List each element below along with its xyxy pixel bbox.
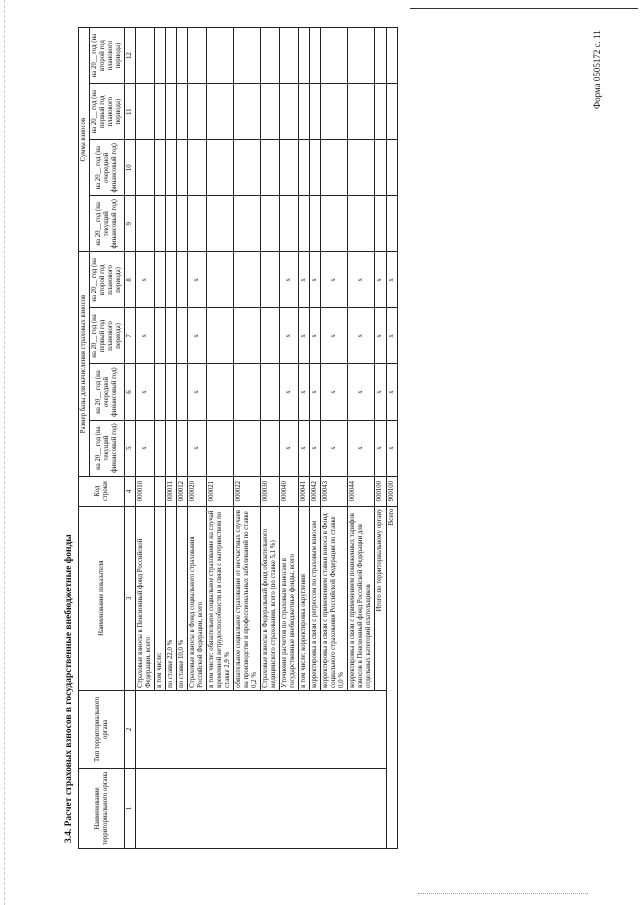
- x-mark-cell: x: [386, 364, 397, 420]
- value-input-cell[interactable]: [188, 28, 207, 84]
- indicator-name-cell: Уточнение расчетов по страховым взносам в государственные внебюджетные фонды, всего: [280, 506, 299, 690]
- x-mark-cell: x: [321, 420, 348, 476]
- column-number: 11: [125, 84, 136, 140]
- value-input-cell[interactable]: [386, 196, 397, 252]
- value-input-cell[interactable]: [261, 364, 280, 420]
- value-input-cell[interactable]: [310, 84, 321, 140]
- value-input-cell[interactable]: [234, 252, 261, 308]
- value-input-cell[interactable]: [375, 140, 386, 196]
- column-number: 3: [125, 506, 136, 690]
- column-number: 12: [125, 28, 136, 84]
- x-mark-cell: x: [280, 308, 299, 364]
- column-number: 1: [125, 768, 136, 848]
- indicator-name-cell: корректировка в связи с регрессом по страховым взносам: [310, 506, 321, 690]
- header-row-code: Код строки: [79, 476, 125, 506]
- value-input-cell[interactable]: [299, 140, 310, 196]
- x-mark-cell: x: [188, 252, 207, 308]
- subtotal-code: 000100: [375, 476, 386, 506]
- value-input-cell[interactable]: [348, 196, 375, 252]
- row-code-cell: 000043: [321, 476, 348, 506]
- value-input-cell[interactable]: [177, 28, 188, 84]
- indicator-name-cell: Страховые взносы в Федеральный фонд обязательного медицинского страхования, всего (по ставке 5,1 %): [261, 506, 280, 690]
- indicator-name-cell: в том числе: обязательное социальное страхование на случай временной нетрудоспособности и в связи с материнством по ставке 2,9 %: [207, 506, 234, 690]
- x-mark-cell: x: [299, 308, 310, 364]
- indicator-name-cell: в том числе:: [155, 506, 166, 690]
- value-input-cell[interactable]: [166, 28, 177, 84]
- value-input-cell[interactable]: [177, 140, 188, 196]
- value-input-cell[interactable]: [188, 84, 207, 140]
- value-input-cell[interactable]: [155, 140, 166, 196]
- table-body: [136, 28, 397, 849]
- value-input-cell[interactable]: [166, 420, 177, 476]
- x-mark-cell: x: [375, 252, 386, 308]
- value-input-cell[interactable]: [155, 28, 166, 84]
- value-input-cell[interactable]: [234, 196, 261, 252]
- value-input-cell[interactable]: [234, 308, 261, 364]
- value-input-cell[interactable]: [261, 308, 280, 364]
- column-number: 9: [125, 196, 136, 252]
- header-indicator-name: Наименование показателя: [79, 506, 125, 690]
- territorial-name-cell[interactable]: [136, 768, 386, 848]
- value-input-cell[interactable]: [261, 28, 280, 84]
- value-input-cell[interactable]: [207, 364, 234, 420]
- value-input-cell[interactable]: [348, 28, 375, 84]
- header-sum-current-year: на 20__ год (на текущий финансовый год): [90, 196, 125, 252]
- value-input-cell[interactable]: [310, 28, 321, 84]
- header-territorial-type: Тип территориального органа: [79, 690, 125, 768]
- x-mark-cell: x: [136, 420, 155, 476]
- value-input-cell[interactable]: [177, 308, 188, 364]
- value-input-cell[interactable]: [188, 196, 207, 252]
- total-label: Всего: [386, 506, 397, 848]
- x-mark-cell: x: [375, 364, 386, 420]
- value-input-cell[interactable]: [177, 84, 188, 140]
- row-code-cell: 000020: [188, 476, 207, 506]
- value-input-cell[interactable]: [321, 28, 348, 84]
- value-input-cell[interactable]: [207, 28, 234, 84]
- value-input-cell[interactable]: [207, 84, 234, 140]
- row-code-cell: 000044: [348, 476, 375, 506]
- indicator-name-cell: Страховые взносы в Пенсионный фонд Российской Федерации, всего: [136, 506, 155, 690]
- x-mark-cell: x: [348, 252, 375, 308]
- indicator-name-cell: Страховые взносы в Фонд социального страхования Российской Федерации, всего: [188, 506, 207, 690]
- value-input-cell[interactable]: [166, 196, 177, 252]
- x-mark-cell: x: [386, 420, 397, 476]
- value-input-cell[interactable]: [177, 196, 188, 252]
- value-input-cell[interactable]: [280, 196, 299, 252]
- value-input-cell[interactable]: [207, 308, 234, 364]
- row-code-cell: 000010: [136, 476, 155, 506]
- indicator-name-cell: корректировка в связи с применением ставки взноса в Фонд социального страхования Российской Федерации по ставке 0,0 %: [321, 506, 348, 690]
- value-input-cell[interactable]: [234, 420, 261, 476]
- x-mark-cell: x: [386, 308, 397, 364]
- value-input-cell[interactable]: [261, 420, 280, 476]
- value-input-cell[interactable]: [166, 364, 177, 420]
- form-code: Форма 0505172 с. 11: [592, 30, 602, 109]
- subtotal-label: Итого по территориальному органу: [375, 506, 386, 690]
- value-input-cell[interactable]: [310, 196, 321, 252]
- x-mark-cell: x: [136, 308, 155, 364]
- value-input-cell[interactable]: [207, 252, 234, 308]
- value-input-cell[interactable]: [321, 196, 348, 252]
- value-input-cell[interactable]: [207, 196, 234, 252]
- row-code-cell: 000030: [261, 476, 280, 506]
- value-input-cell[interactable]: [261, 252, 280, 308]
- value-input-cell[interactable]: [261, 84, 280, 140]
- section-title: 3.4. Расчет страховых взносов в государственные внебюджетные фонды: [64, 534, 74, 843]
- value-input-cell[interactable]: [155, 420, 166, 476]
- header-territorial-name: Наименование территориального органа: [79, 768, 125, 848]
- value-input-cell[interactable]: [261, 196, 280, 252]
- value-input-cell[interactable]: [280, 140, 299, 196]
- header-base-first-plan-year: на 20__ год (на первый год планового периода): [90, 308, 125, 364]
- value-input-cell[interactable]: [136, 140, 155, 196]
- column-number: 10: [125, 140, 136, 196]
- x-mark-cell: x: [375, 308, 386, 364]
- value-input-cell[interactable]: [155, 364, 166, 420]
- value-input-cell[interactable]: [234, 84, 261, 140]
- value-input-cell[interactable]: [234, 364, 261, 420]
- territorial-type-cell[interactable]: [136, 690, 386, 768]
- row-code-cell: 000022: [234, 476, 261, 506]
- x-mark-cell: x: [136, 364, 155, 420]
- value-input-cell[interactable]: [386, 28, 397, 84]
- table-row: [136, 28, 155, 849]
- value-input-cell[interactable]: [348, 84, 375, 140]
- x-mark-cell: x: [375, 420, 386, 476]
- value-input-cell[interactable]: [386, 140, 397, 196]
- x-mark-cell: x: [299, 252, 310, 308]
- value-input-cell[interactable]: [166, 140, 177, 196]
- x-mark-cell: x: [310, 252, 321, 308]
- value-input-cell[interactable]: [155, 252, 166, 308]
- x-mark-cell: x: [310, 364, 321, 420]
- x-mark-cell: x: [280, 364, 299, 420]
- value-input-cell[interactable]: [310, 140, 321, 196]
- value-input-cell[interactable]: [234, 140, 261, 196]
- value-input-cell[interactable]: [155, 308, 166, 364]
- row-code-cell: 000042: [310, 476, 321, 506]
- value-input-cell[interactable]: [136, 28, 155, 84]
- x-mark-cell: x: [310, 308, 321, 364]
- indicator-name-cell: в том числе: корректировка округления: [299, 506, 310, 690]
- value-input-cell[interactable]: [280, 28, 299, 84]
- x-mark-cell: x: [299, 364, 310, 420]
- header-base-second-plan-year: на 20__ год (на второй год планового периода): [90, 252, 125, 308]
- header-sum-second-plan-year: на 20__ год (на второй год планового периода): [90, 28, 125, 84]
- value-input-cell[interactable]: [155, 84, 166, 140]
- value-input-cell[interactable]: [207, 140, 234, 196]
- value-input-cell[interactable]: [177, 252, 188, 308]
- value-input-cell[interactable]: [166, 308, 177, 364]
- value-input-cell[interactable]: [321, 84, 348, 140]
- row-code-cell: 000011: [166, 476, 177, 506]
- x-mark-cell: x: [136, 252, 155, 308]
- header-sum-next-year: на 20__ год (на очередной финансовый год): [90, 140, 125, 196]
- column-number-row: [125, 28, 136, 849]
- value-input-cell[interactable]: [177, 364, 188, 420]
- x-mark-cell: x: [188, 420, 207, 476]
- column-number: 2: [125, 690, 136, 768]
- value-input-cell[interactable]: [375, 28, 386, 84]
- x-mark-cell: x: [310, 420, 321, 476]
- x-mark-cell: x: [280, 252, 299, 308]
- column-number: 5: [125, 420, 136, 476]
- x-mark-cell: x: [348, 420, 375, 476]
- column-number: 4: [125, 476, 136, 506]
- header-base-next-year: на 20__ год (на очередной финансовый год): [90, 364, 125, 420]
- value-input-cell[interactable]: [136, 84, 155, 140]
- row-code-cell: 000021: [207, 476, 234, 506]
- x-mark-cell: x: [321, 308, 348, 364]
- value-input-cell[interactable]: [155, 196, 166, 252]
- indicator-name-cell: по ставке 10,0 %: [177, 506, 188, 690]
- header-base-group: Размер базы для начисления страховых взносов: [79, 252, 90, 476]
- value-input-cell[interactable]: [299, 84, 310, 140]
- x-mark-cell: x: [299, 420, 310, 476]
- value-input-cell[interactable]: [375, 196, 386, 252]
- value-input-cell[interactable]: [166, 84, 177, 140]
- value-input-cell[interactable]: [299, 196, 310, 252]
- value-input-cell[interactable]: [166, 252, 177, 308]
- value-input-cell[interactable]: [348, 140, 375, 196]
- x-mark-cell: x: [280, 420, 299, 476]
- row-code-cell: 000012: [177, 476, 188, 506]
- header-row-top: [79, 28, 90, 849]
- insurance-table: [78, 27, 398, 849]
- value-input-cell[interactable]: [261, 140, 280, 196]
- value-input-cell[interactable]: [177, 420, 188, 476]
- indicator-name-cell: обязательное социальное страхование от несчастных случаев на производстве и профессиональных заболеваний по ставке 0,2 %: [234, 506, 261, 690]
- value-input-cell[interactable]: [321, 140, 348, 196]
- value-input-cell[interactable]: [234, 28, 261, 84]
- total-row: [386, 28, 397, 849]
- value-input-cell[interactable]: [136, 196, 155, 252]
- column-number: 7: [125, 308, 136, 364]
- value-input-cell[interactable]: [188, 140, 207, 196]
- x-mark-cell: x: [348, 308, 375, 364]
- value-input-cell[interactable]: [299, 28, 310, 84]
- value-input-cell[interactable]: [207, 420, 234, 476]
- column-number: 8: [125, 252, 136, 308]
- x-mark-cell: x: [348, 364, 375, 420]
- indicator-name-cell: корректировка в связи с применением пониженных тарифов взносов в Пенсионный фонд Российской Федерации для отдельных категорий плательщиков: [348, 506, 375, 690]
- row-code-cell: 000040: [280, 476, 299, 506]
- header-sum-group: Сумма взносов: [79, 28, 90, 252]
- header-base-current-year: на 20__ год (на текущий финансовый год): [90, 420, 125, 476]
- x-mark-cell: x: [321, 252, 348, 308]
- column-number: 6: [125, 364, 136, 420]
- value-input-cell[interactable]: [386, 84, 397, 140]
- value-input-cell[interactable]: [375, 84, 386, 140]
- value-input-cell[interactable]: [280, 84, 299, 140]
- row-code-cell: [155, 476, 166, 506]
- x-mark-cell: x: [188, 364, 207, 420]
- total-code: 900100: [386, 476, 397, 506]
- row-code-cell: 000041: [299, 476, 310, 506]
- x-mark-cell: x: [321, 364, 348, 420]
- x-mark-cell: x: [188, 308, 207, 364]
- indicator-name-cell: по ставке 22,0 %: [166, 506, 177, 690]
- x-mark-cell: x: [386, 252, 397, 308]
- header-sum-first-plan-year: на 20__ год (на первый год планового периода): [90, 84, 125, 140]
